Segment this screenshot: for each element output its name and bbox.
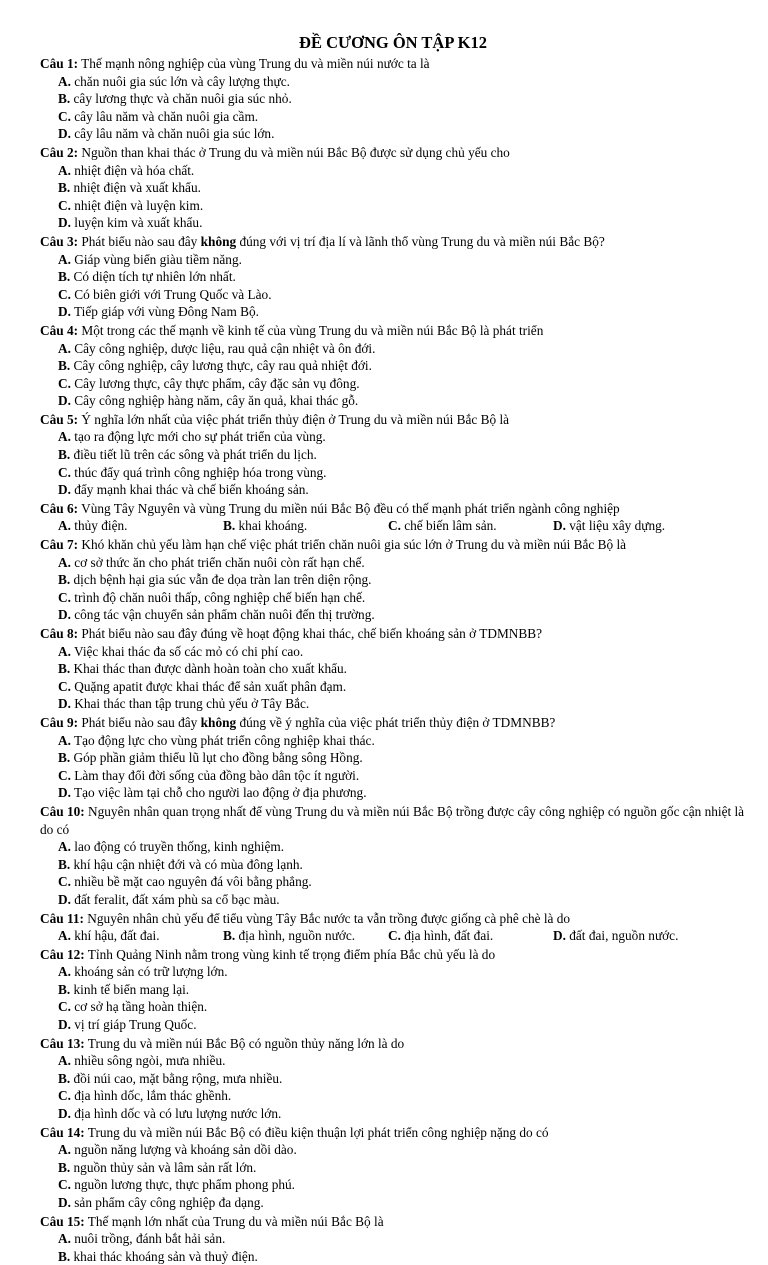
question-9 [40, 714, 746, 802]
answer-options [40, 838, 746, 908]
option-text: luyện kim và xuất khẩu. [70, 215, 203, 231]
option-letter: A. [58, 1231, 71, 1247]
option-text: nuôi trồng, đánh bắt hải sản. [70, 1231, 226, 1247]
option-letter: C. [58, 464, 71, 480]
question-stem: Nguyên nhân chủ yếu để tiểu vùng Tây Bắc nước ta vẫn trồng được giống cà phê chè là do [83, 910, 571, 926]
answer-option [58, 1105, 418, 1123]
question-7 [40, 536, 746, 624]
answer-option [58, 357, 746, 375]
option-letter: A. [58, 429, 71, 445]
question-10 [40, 803, 746, 909]
answer-option [553, 517, 733, 535]
option-text: vật liệu xây dựng. [565, 518, 666, 534]
option-letter: D. [58, 1017, 71, 1033]
answer-option [58, 554, 746, 572]
option-text: cơ sở thức ăn cho phát triển chăn nuôi còn rất hạn chế. [70, 554, 365, 570]
question-text [40, 714, 746, 732]
option-text: Tạo việc làm tại chỗ cho người lao động ở địa phương. [70, 785, 367, 801]
answer-options [40, 340, 746, 410]
option-text: nhiều sông ngòi, mưa nhiều. [70, 1053, 226, 1069]
option-text: khí hậu, đất đai. [70, 928, 160, 944]
option-letter: B. [58, 572, 71, 588]
answer-option [58, 303, 418, 321]
option-letter: D. [58, 1106, 71, 1122]
answer-option [223, 517, 388, 535]
option-letter: B. [223, 518, 236, 534]
option-text: khoáng sản có trữ lượng lớn. [70, 964, 228, 980]
option-letter: B. [58, 447, 71, 463]
answer-option [58, 1176, 388, 1194]
answer-options [40, 517, 746, 535]
answer-option [58, 1070, 418, 1088]
option-text: Khai thác than được dành hoàn toàn cho xuất khẩu. [70, 661, 347, 677]
answer-option [58, 998, 388, 1016]
question-stem: Thế mạnh lớn nhất của Trung du và miền núi Bắc Bộ là [84, 1213, 384, 1229]
answer-option [58, 1052, 388, 1070]
question-number: Câu 3: [40, 233, 79, 249]
question-stem: Khó khăn chủ yếu làm hạn chế việc phát triển chăn nuôi gia súc lớn ở Trung du và miền núi Bắc Bộ là [78, 537, 627, 553]
option-text: Làm thay đổi đời sống của đồng bào dân tộc ít người. [70, 767, 360, 783]
answer-option [58, 732, 746, 750]
question-13 [40, 1035, 746, 1123]
option-letter: D. [553, 518, 566, 534]
option-letter: A. [58, 73, 71, 89]
question-11 [40, 910, 746, 945]
answer-options [40, 1141, 746, 1211]
question-text [40, 233, 746, 251]
option-letter: B. [223, 928, 236, 944]
option-letter: A. [58, 251, 71, 267]
question-text [40, 946, 746, 964]
option-text: Có diện tích tự nhiên lớn nhất. [70, 269, 236, 285]
option-text: dịch bệnh hại gia súc vẫn đe dọa tràn lan trên diện rộng. [70, 572, 372, 588]
answer-option [58, 517, 223, 535]
answer-options [40, 643, 746, 713]
answer-option [58, 1141, 388, 1159]
answer-option [58, 214, 418, 232]
option-text: vị trí giáp Trung Quốc. [70, 1017, 197, 1033]
option-letter: B. [58, 661, 71, 677]
option-letter: A. [58, 732, 71, 748]
option-text: điều tiết lũ trên các sông và phát triển du lịch. [70, 447, 317, 463]
option-letter: B. [58, 1248, 71, 1264]
option-text: Khai thác than tập trung chủ yếu ở Tây Bắc. [70, 696, 310, 712]
option-letter: D. [58, 607, 71, 623]
option-text: công tác vận chuyển sản phẩm chăn nuôi đến thị trường. [70, 607, 375, 623]
question-number: Câu 12: [40, 946, 85, 962]
option-letter: B. [58, 1159, 71, 1175]
question-number: Câu 14: [40, 1124, 85, 1140]
answer-option [58, 90, 418, 108]
option-text: Có biên giới với Trung Quốc và Lào. [70, 286, 272, 302]
option-text: khí hậu cận nhiệt đới và có mùa đông lạnh. [70, 856, 303, 872]
answer-option [58, 268, 418, 286]
answer-options [40, 73, 746, 143]
question-text [40, 500, 746, 518]
option-letter: B. [58, 358, 71, 374]
option-letter: C. [388, 518, 401, 534]
option-text: cơ sở hạ tầng hoàn thiện. [70, 999, 208, 1015]
question-stem-end: đúng với vị trí địa lí và lãnh thổ vùng Trung du và miền núi Bắc Bộ? [236, 233, 605, 249]
answer-option [58, 1194, 418, 1212]
answer-option [58, 571, 746, 589]
option-letter: B. [58, 750, 71, 766]
option-letter: C. [58, 874, 71, 890]
question-text [40, 322, 746, 340]
answer-option [58, 1016, 418, 1034]
question-stem: Tỉnh Quảng Ninh nằm trong vùng kinh tế trọng điểm phía Bắc chủ yếu là do [84, 946, 496, 962]
option-letter: A. [58, 340, 71, 356]
question-text [40, 1124, 746, 1142]
option-text: tạo ra động lực mới cho sự phát triển của vùng. [70, 429, 326, 445]
question-stem: Nguồn than khai thác ở Trung du và miền núi Bắc Bộ được sử dụng chủ yếu cho [78, 144, 510, 160]
question-number: Câu 10: [40, 803, 85, 819]
answer-option [388, 927, 553, 945]
question-number: Câu 8: [40, 626, 79, 641]
answer-option [58, 251, 388, 269]
question-text [40, 625, 746, 643]
answer-option [58, 197, 388, 215]
option-text: cây lâu năm và chăn nuôi gia súc lớn. [70, 126, 275, 142]
option-letter: A. [58, 643, 71, 659]
option-text: nhiệt điện và luyện kim. [70, 197, 204, 213]
option-text: Tạo động lực cho vùng phát triển công nghiệp khai thác. [70, 732, 375, 748]
option-letter: B. [58, 180, 71, 196]
option-text: Cây công nghiệp hàng năm, cây ăn quả, khai thác gỗ. [70, 393, 359, 409]
question-stem: Một trong các thế mạnh về kinh tế của vùng Trung du và miền núi Bắc Bộ là phát triển [78, 322, 544, 338]
option-text: cây lâu năm và chăn nuôi gia cầm. [70, 108, 259, 124]
question-emphasis: không [200, 233, 237, 249]
question-text [40, 803, 746, 838]
option-letter: A. [58, 1142, 71, 1158]
answer-option [58, 162, 388, 180]
option-text: đất feralit, đất xám phù sa cổ bạc màu. [70, 891, 280, 907]
question-4 [40, 322, 746, 410]
option-text: Giáp vùng biển giàu tiềm năng. [70, 251, 242, 267]
question-number: Câu 2: [40, 144, 79, 160]
option-letter: D. [553, 928, 566, 944]
answer-option [58, 125, 418, 143]
question-stem: Nguyên nhân quan trọng nhất để vùng Trung du và miền núi Bắc Bộ trồng được cây công nghiệp có nguồn gốc cận nhiệt là do có [40, 803, 745, 837]
option-letter: D. [58, 482, 71, 498]
option-letter: C. [58, 197, 71, 213]
question-number: Câu 6: [40, 500, 79, 516]
answer-options [40, 963, 746, 1033]
option-text: kinh tế biển mang lại. [70, 981, 190, 997]
question-stem: Phát biểu nào sau đây đúng về hoạt động khai thác, chế biến khoáng sản ở TDMNBB? [78, 626, 543, 641]
option-text: sản phẩm cây công nghiệp đa dạng. [70, 1195, 264, 1210]
option-text: đẩy mạnh khai thác và chế biến khoáng sản. [70, 482, 309, 498]
option-letter: D. [58, 696, 71, 712]
question-number: Câu 13: [40, 1035, 85, 1051]
option-text: Cây lương thực, cây thực phẩm, cây đặc sản vụ đông. [70, 375, 360, 391]
answer-options [40, 251, 746, 321]
option-text: thúc đẩy quá trình công nghiệp hóa trong vùng. [70, 464, 327, 480]
option-text: địa hình, nguồn nước. [235, 928, 356, 944]
question-stem: Phát biểu nào sau đây [78, 714, 201, 730]
answer-option [58, 1230, 388, 1248]
answer-option [58, 678, 746, 696]
option-text: chế biến lâm sản. [400, 518, 497, 534]
question-stem: Ý nghĩa lớn nhất của việc phát triển thủy điện ở Trung du và miền núi Bắc Bộ là [78, 411, 510, 427]
question-stem: Vùng Tây Nguyên và vùng Trung du miền núi Bắc Bộ đều có thế mạnh phát triển ngành công nghiệp [78, 500, 620, 516]
answer-options [40, 162, 746, 232]
answer-option [553, 927, 733, 945]
question-text [40, 536, 746, 554]
question-list [40, 55, 746, 1265]
option-text: khai khoáng. [235, 518, 308, 534]
answer-option [58, 179, 418, 197]
question-number: Câu 15: [40, 1213, 85, 1229]
option-letter: A. [58, 162, 71, 178]
question-number: Câu 4: [40, 322, 79, 338]
option-letter: B. [58, 856, 71, 872]
option-letter: B. [58, 91, 71, 107]
option-letter: D. [58, 126, 71, 142]
question-number: Câu 1: [40, 56, 79, 71]
answer-option [58, 784, 746, 802]
option-text: nhiệt điện và hóa chất. [70, 162, 195, 178]
answer-options [40, 732, 746, 802]
question-number: Câu 7: [40, 537, 79, 553]
answer-option [58, 73, 388, 91]
answer-option [58, 392, 746, 410]
answer-option [58, 428, 388, 446]
option-letter: C. [58, 375, 71, 391]
question-12 [40, 946, 746, 1034]
question-5 [40, 411, 746, 499]
answer-option [58, 838, 388, 856]
answer-option [58, 286, 388, 304]
answer-option [58, 660, 746, 678]
answer-option [58, 481, 418, 499]
option-letter: A. [58, 839, 71, 855]
question-text [40, 144, 746, 162]
answer-option [58, 856, 418, 874]
option-letter: C. [58, 678, 71, 694]
answer-options [40, 1052, 746, 1122]
option-text: địa hình dốc và có lưu lượng nước lớn. [70, 1106, 282, 1122]
option-text: Cây công nghiệp, cây lương thực, cây rau quả nhiệt đới. [70, 358, 372, 374]
answer-options [40, 927, 746, 945]
option-text: Góp phần giảm thiểu lũ lụt cho đồng bằng sông Hồng. [70, 750, 363, 766]
option-text: nguồn năng lượng và khoáng sản dồi dào. [70, 1142, 297, 1158]
question-14 [40, 1124, 746, 1212]
answer-option [58, 873, 388, 891]
question-number: Câu 5: [40, 411, 79, 427]
option-text: nguồn thủy sản và lâm sản rất lớn. [70, 1159, 257, 1175]
option-text: chăn nuôi gia súc lớn và cây lượng thực. [70, 73, 290, 89]
option-text: địa hình dốc, lắm thác ghềnh. [70, 1088, 232, 1104]
option-text: khai thác khoáng sản và thuỷ điện. [70, 1248, 258, 1264]
question-8 [40, 625, 746, 713]
option-letter: A. [58, 518, 71, 534]
answer-option [58, 606, 746, 624]
answer-option [58, 963, 388, 981]
answer-option [58, 464, 388, 482]
option-text: đồi núi cao, mặt bằng rộng, mưa nhiều. [70, 1070, 283, 1086]
option-text: địa hình, đất đai. [400, 928, 494, 944]
question-stem: Phát biểu nào sau đây [78, 233, 201, 249]
answer-option [58, 1087, 388, 1105]
answer-options [40, 428, 746, 498]
question-2 [40, 144, 746, 232]
option-letter: A. [58, 964, 71, 980]
answer-option [58, 927, 223, 945]
option-letter: D. [58, 393, 71, 409]
question-stem-end: đúng về ý nghĩa của việc phát triển thủy điện ở TDMNBB? [236, 714, 556, 730]
answer-option [58, 891, 418, 909]
answer-option [58, 108, 388, 126]
option-text: nguồn lương thực, thực phẩm phong phú. [70, 1177, 295, 1193]
answer-option [223, 927, 388, 945]
option-letter: D. [58, 785, 71, 801]
question-text [40, 55, 746, 73]
option-letter: C. [58, 1088, 71, 1104]
answer-option [58, 446, 418, 464]
option-text: Quặng apatit được khai thác để sản xuất phân đạm. [70, 678, 347, 694]
option-text: Cây công nghiệp, dược liệu, rau quả cận nhiệt và ôn đới. [70, 340, 376, 356]
answer-option [58, 1248, 418, 1265]
answer-option [58, 589, 746, 607]
option-letter: C. [58, 286, 71, 302]
answer-option [388, 517, 553, 535]
option-letter: B. [58, 981, 71, 997]
question-1 [40, 55, 746, 143]
option-text: lao động có truyền thống, kinh nghiệm. [70, 839, 285, 855]
option-letter: A. [58, 1053, 71, 1069]
option-text: Việc khai thác đa số các mỏ có chi phí cao. [70, 643, 304, 659]
option-text: nhiều bề mặt cao nguyên đá vôi bằng phẳng. [70, 874, 312, 890]
option-text: trình độ chăn nuôi thấp, công nghiệp chế biến hạn chế. [70, 589, 366, 605]
answer-options [40, 554, 746, 624]
answer-option [58, 767, 746, 785]
answer-option [58, 375, 746, 393]
option-letter: D. [58, 215, 71, 231]
question-text [40, 1213, 746, 1231]
question-6 [40, 500, 746, 535]
option-letter: C. [58, 108, 71, 124]
option-text: đất đai, nguồn nước. [565, 928, 679, 944]
answer-option [58, 643, 746, 661]
document-title: ĐỀ CƯƠNG ÔN TẬP K12 [299, 33, 487, 52]
question-emphasis: không [200, 714, 237, 730]
option-letter: A. [58, 928, 71, 944]
option-text: Tiếp giáp với vùng Đông Nam Bộ. [70, 304, 259, 320]
question-stem: Trung du và miền núi Bắc Bộ có nguồn thủy năng lớn là do [84, 1035, 405, 1051]
question-text [40, 411, 746, 429]
question-stem: Thế mạnh nông nghiệp của vùng Trung du và miền núi nước ta là [78, 56, 430, 71]
option-letter: C. [388, 928, 401, 944]
option-letter: C. [58, 999, 71, 1015]
option-text: cây lương thực và chăn nuôi gia súc nhỏ. [70, 91, 292, 107]
option-letter: D. [58, 1195, 71, 1210]
question-text [40, 1035, 746, 1053]
option-letter: D. [58, 891, 71, 907]
option-letter: C. [58, 1177, 71, 1193]
answer-options [40, 1230, 746, 1265]
question-15 [40, 1213, 746, 1265]
option-letter: C. [58, 767, 71, 783]
option-letter: D. [58, 304, 71, 320]
option-letter: A. [58, 554, 71, 570]
option-letter: B. [58, 1070, 71, 1086]
answer-option [58, 1159, 418, 1177]
answer-option [58, 695, 746, 713]
answer-option [58, 749, 746, 767]
answer-option [58, 981, 418, 999]
question-3 [40, 233, 746, 321]
question-number: Câu 11: [40, 910, 84, 926]
question-stem: Trung du và miền núi Bắc Bộ có điều kiện thuận lợi phát triển công nghiệp nặng do có [84, 1124, 549, 1140]
question-number: Câu 9: [40, 714, 79, 730]
answer-option [58, 340, 746, 358]
option-text: nhiệt điện và xuất khẩu. [70, 180, 201, 196]
option-letter: C. [58, 589, 71, 605]
option-text: thủy điện. [70, 518, 128, 534]
option-letter: B. [58, 269, 71, 285]
question-text [40, 910, 746, 928]
